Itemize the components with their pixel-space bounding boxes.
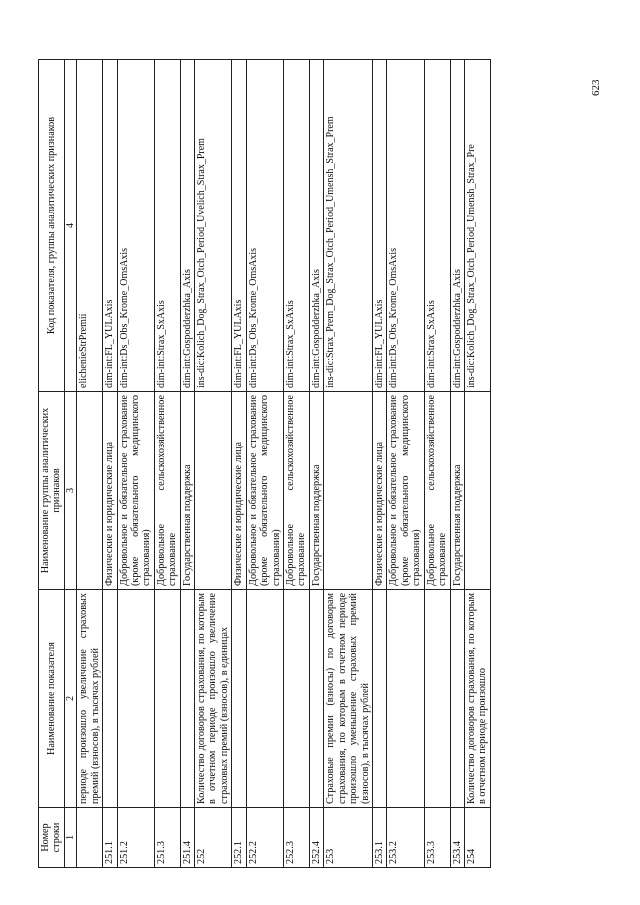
page-number: 623 xyxy=(590,79,602,96)
indicator-name xyxy=(387,590,424,808)
indicator-name: периоде произошло увеличение страховых премий (взносов), в тысячах рублей xyxy=(77,590,103,808)
indicator-name xyxy=(450,590,464,808)
table-row xyxy=(309,60,323,868)
indicator-code: elichenieStrPremii xyxy=(77,60,103,392)
indicator-name xyxy=(284,590,310,808)
table-row xyxy=(195,60,232,868)
group-name xyxy=(324,392,373,590)
table-row xyxy=(424,60,450,868)
indicator-name xyxy=(117,590,154,808)
table-row xyxy=(117,60,154,868)
indicator-name xyxy=(309,590,323,808)
row-number: 251.2 xyxy=(117,808,154,868)
indicator-code: ins-dic:Kolich_Dog_Strax_Otch_Period_Uvelich_Strax_Prem xyxy=(195,60,232,392)
table-row xyxy=(77,60,103,868)
column-number: 2 xyxy=(64,590,76,808)
group-name xyxy=(195,392,232,590)
row-number: 252 xyxy=(195,808,232,868)
group-name xyxy=(77,392,103,590)
table-row xyxy=(284,60,310,868)
table-row xyxy=(180,60,194,868)
group-name: Добровольное сельскохозяйственное страхование xyxy=(284,392,310,590)
indicator-code: dim-int:Strax_SxAxis xyxy=(154,60,180,392)
group-name: Государственная поддержка xyxy=(309,392,323,590)
indicator-code: dim-int:FL_YULAxis xyxy=(232,60,246,392)
indicator-name xyxy=(180,590,194,808)
indicator-name xyxy=(424,590,450,808)
table-row xyxy=(246,60,283,868)
group-name xyxy=(464,392,490,590)
indicator-name xyxy=(232,590,246,808)
group-name: Физические и юридические лица xyxy=(372,392,386,590)
row-number: 252.2 xyxy=(246,808,283,868)
column-number-row xyxy=(64,60,76,868)
table-row xyxy=(324,60,373,868)
row-number: 254 xyxy=(464,808,490,868)
indicator-name: Количество договоров страхования, по которым в отчетном периоде произошло увеличение страховых премий (взносов), в единицах xyxy=(195,590,232,808)
table-row xyxy=(232,60,246,868)
row-number: 251.4 xyxy=(180,808,194,868)
indicator-table xyxy=(38,59,491,868)
row-number: 253.2 xyxy=(387,808,424,868)
indicator-code: dim-int:Ds_Obs_Krome_OmsAxis xyxy=(117,60,154,392)
header-row-number: Номер строки xyxy=(39,808,65,868)
table-row xyxy=(450,60,464,868)
group-name: Государственная поддержка xyxy=(180,392,194,590)
indicator-code: dim-int:Strax_SxAxis xyxy=(284,60,310,392)
column-number: 4 xyxy=(64,60,76,392)
group-name: Добровольное сельскохозяйственное страхование xyxy=(424,392,450,590)
table-row xyxy=(154,60,180,868)
row-number: 252.4 xyxy=(309,808,323,868)
row-number: 253 xyxy=(324,808,373,868)
indicator-name: Страховые премии (взносы) по договорам страхования, по которым в отчетном периоде произошло уменьшение страховых премий (взносов), в тысячах рублей xyxy=(324,590,373,808)
indicator-code: dim-int:Gospodderzhka_Axis xyxy=(180,60,194,392)
group-name: Физические и юридические лица xyxy=(232,392,246,590)
column-number: 3 xyxy=(64,392,76,590)
indicator-code: dim-int:FL_YULAxis xyxy=(103,60,117,392)
group-name: Добровольное и обязательное страхование (кроме обязательного медицинского страхования) xyxy=(387,392,424,590)
row-number: 253.1 xyxy=(372,808,386,868)
indicator-code: dim-int:Ds_Obs_Krome_OmsAxis xyxy=(246,60,283,392)
group-name: Физические и юридические лица xyxy=(103,392,117,590)
indicator-name xyxy=(103,590,117,808)
table-row xyxy=(372,60,386,868)
header-group-name: Наименование группы аналитических признаков xyxy=(39,392,65,590)
header-code: Код показателя, группы аналитических признаков xyxy=(39,60,65,392)
indicator-code: dim-int:Ds_Obs_Krome_OmsAxis xyxy=(387,60,424,392)
indicator-code: dim-int:FL_YULAxis xyxy=(372,60,386,392)
table-row xyxy=(387,60,424,868)
indicator-name xyxy=(372,590,386,808)
table-row xyxy=(103,60,117,868)
row-number: 253.3 xyxy=(424,808,450,868)
group-name: Добровольное и обязательное страхование (кроме обязательного медицинского страхования) xyxy=(246,392,283,590)
indicator-name xyxy=(246,590,283,808)
group-name: Государственная поддержка xyxy=(450,392,464,590)
indicator-code: ins-dic:Kolich_Dog_Strax_Otch_Period_Umensh_Strax_Pre xyxy=(464,60,490,392)
column-number: 1 xyxy=(64,808,76,868)
rotated-page-content xyxy=(38,60,491,868)
row-number xyxy=(77,808,103,868)
group-name: Добровольное сельскохозяйственное страхование xyxy=(154,392,180,590)
indicator-code: dim-int:Gospodderzhka_Axis xyxy=(450,60,464,392)
indicator-code: ins-dic:Strax_Prem_Dog_Strax_Otch_Period_Umensh_Strax_Prem xyxy=(324,60,373,392)
group-name: Добровольное и обязательное страхование (кроме обязательного медицинского страхования) xyxy=(117,392,154,590)
header-indicator-name: Наименование показателя xyxy=(39,590,65,808)
indicator-code: dim-int:Strax_SxAxis xyxy=(424,60,450,392)
indicator-name: Количество договоров страхования, по которым в отчетном периоде произошло xyxy=(464,590,490,808)
indicator-code: dim-int:Gospodderzhka_Axis xyxy=(309,60,323,392)
indicator-name xyxy=(154,590,180,808)
row-number: 251.1 xyxy=(103,808,117,868)
row-number: 252.1 xyxy=(232,808,246,868)
row-number: 252.3 xyxy=(284,808,310,868)
row-number: 253.4 xyxy=(450,808,464,868)
row-number: 251.3 xyxy=(154,808,180,868)
table-header-row xyxy=(39,60,65,868)
table-row xyxy=(464,60,490,868)
